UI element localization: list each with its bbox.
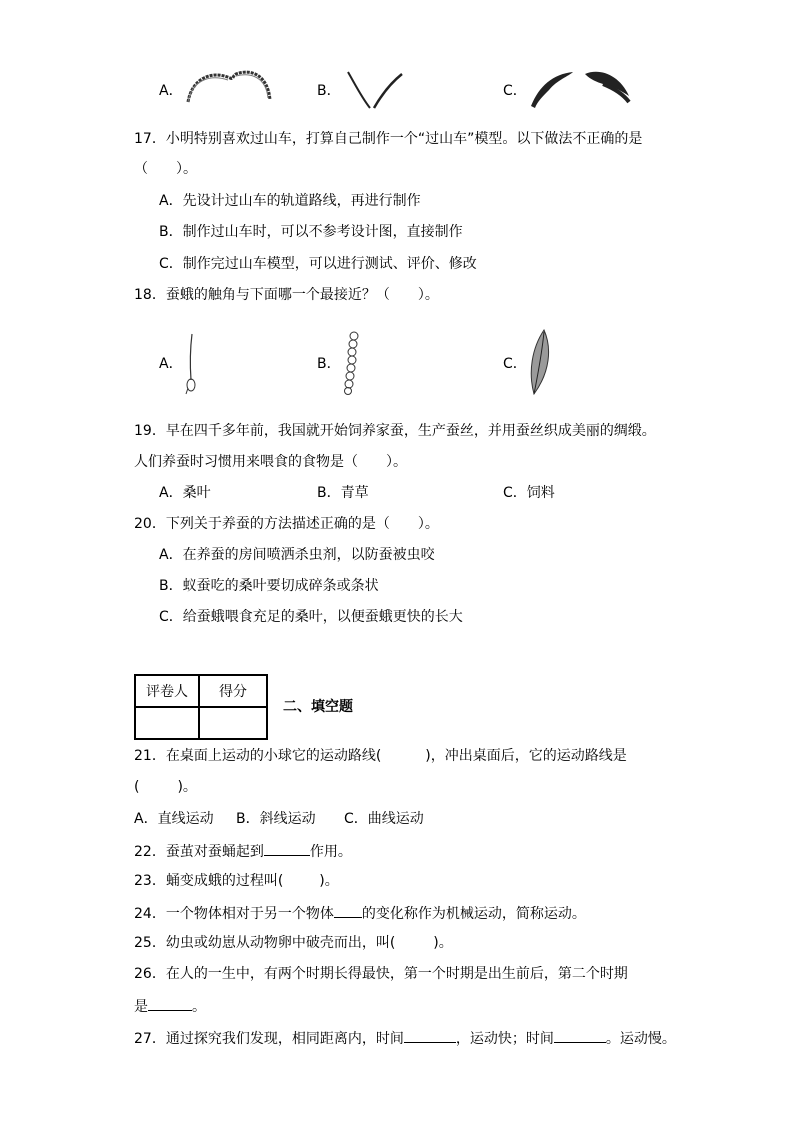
q24 — [134, 903, 586, 923]
q21-stem-a: 21．在桌面上运动的小球它的运动路线( — [134, 748, 382, 764]
q16-option-c-picture — [527, 66, 633, 110]
q17-option-c[interactable]: C．制作完过山车模型，可以进行测试、评价、修改 — [159, 256, 477, 272]
q21-line2-a: ( — [134, 779, 140, 795]
q26-line1: 26．在人的一生中，有两个时期长得最快，第一个时期是出生前后，第二个时期 — [134, 966, 628, 982]
q21-option-c[interactable]: C．曲线运动 — [344, 811, 424, 827]
q23-b: )。 — [319, 873, 339, 889]
q26-a: 是 — [134, 999, 148, 1015]
q24-a: 24．一个物体相对于另一个物体 — [134, 906, 334, 922]
q18-option-b-picture — [340, 330, 364, 396]
score-table — [134, 674, 268, 740]
q21-line2 — [134, 778, 197, 796]
q23-a: 23．蛹变成蛾的过程叫( — [134, 873, 284, 889]
q17-stem-cont: （ ）。 — [134, 161, 197, 177]
q18-option-c-picture — [526, 328, 554, 398]
q22 — [134, 841, 352, 861]
section-title: 二、填空题 — [283, 699, 353, 715]
q26-b: 。 — [192, 999, 206, 1015]
q25 — [134, 934, 453, 952]
q26-line2 — [134, 996, 206, 1016]
q27-blank-2[interactable] — [554, 1028, 606, 1043]
score-table-score-header: 得分 — [199, 675, 267, 707]
q16-option-c-label[interactable]: C． — [503, 83, 527, 99]
q18-option-c-label[interactable]: C． — [503, 356, 527, 372]
q18-option-a-label[interactable]: A． — [159, 356, 183, 372]
q21-stem-b: )，冲出桌面后，它的运动路线是 — [425, 748, 627, 764]
q20-option-a[interactable]: A．在养蚕的房间喷洒杀虫剂，以防蚕被虫咬 — [159, 547, 435, 563]
q27-b: ，运动快；时间 — [455, 1031, 554, 1047]
q21-line2-b: )。 — [177, 779, 197, 795]
q22-b: 作用。 — [309, 844, 352, 860]
q17-option-b[interactable]: B．制作过山车时，可以不参考设计图，直接制作 — [159, 224, 463, 240]
q19-stem-cont: 人们养蚕时习惯用来喂食的食物是（ ）。 — [134, 454, 407, 470]
q25-b: )。 — [433, 935, 453, 951]
score-table-grader-cell[interactable] — [135, 707, 199, 739]
q21-option-a[interactable]: A．直线运动 — [134, 811, 214, 827]
q19-stem: 19．早在四千多年前，我国就开始饲养家蚕，生产蚕丝，并用蚕丝织成美丽的绸缎。 — [134, 423, 656, 439]
q20-option-b[interactable]: B．蚁蚕吃的桑叶要切成碎条或条状 — [159, 578, 379, 594]
q19-option-a[interactable]: A．桑叶 — [159, 485, 211, 501]
q16-option-a-picture — [182, 68, 274, 106]
q21-stem — [134, 747, 627, 765]
q26-blank[interactable] — [148, 996, 192, 1011]
q16-option-b-picture — [342, 68, 408, 112]
q18-option-a-picture — [180, 330, 202, 396]
q17-stem: 17．小明特别喜欢过山车，打算自己制作一个“过山车”模型。以下做法不正确的是 — [134, 131, 643, 147]
q23 — [134, 872, 339, 890]
score-table-grader-header: 评卷人 — [135, 675, 199, 707]
score-table-score-cell[interactable] — [199, 707, 267, 739]
q27-a: 27．通过探究我们发现，相同距离内，时间 — [134, 1031, 404, 1047]
q27-c: 。运动慢。 — [605, 1031, 676, 1047]
q22-a: 22．蚕茧对蚕蛹起到 — [134, 844, 264, 860]
q24-b: 的变化称作为机械运动，简称运动。 — [361, 906, 586, 922]
q18-option-b-label[interactable]: B． — [317, 356, 341, 372]
q27-blank-1[interactable] — [404, 1028, 456, 1043]
q20-stem: 20．下列关于养蚕的方法描述正确的是（ ）。 — [134, 516, 439, 532]
q27 — [134, 1028, 676, 1048]
q16-option-a-label[interactable]: A． — [159, 83, 183, 99]
q24-blank[interactable] — [334, 903, 362, 918]
q16-option-b-label[interactable]: B． — [317, 83, 341, 99]
q21-option-b[interactable]: B．斜线运动 — [236, 811, 316, 827]
q20-option-c[interactable]: C．给蚕蛾喂食充足的桑叶，以便蚕蛾更快的长大 — [159, 609, 463, 625]
q19-option-c[interactable]: C．饲料 — [503, 485, 555, 501]
q19-option-b[interactable]: B．青草 — [317, 485, 369, 501]
q22-blank[interactable] — [264, 841, 310, 856]
q17-option-a[interactable]: A．先设计过山车的轨道路线，再进行制作 — [159, 193, 421, 209]
q25-a: 25．幼虫或幼崽从动物卵中破壳而出，叫( — [134, 935, 396, 951]
q18-stem: 18．蚕蛾的触角与下面哪一个最接近？（ ）。 — [134, 287, 439, 303]
